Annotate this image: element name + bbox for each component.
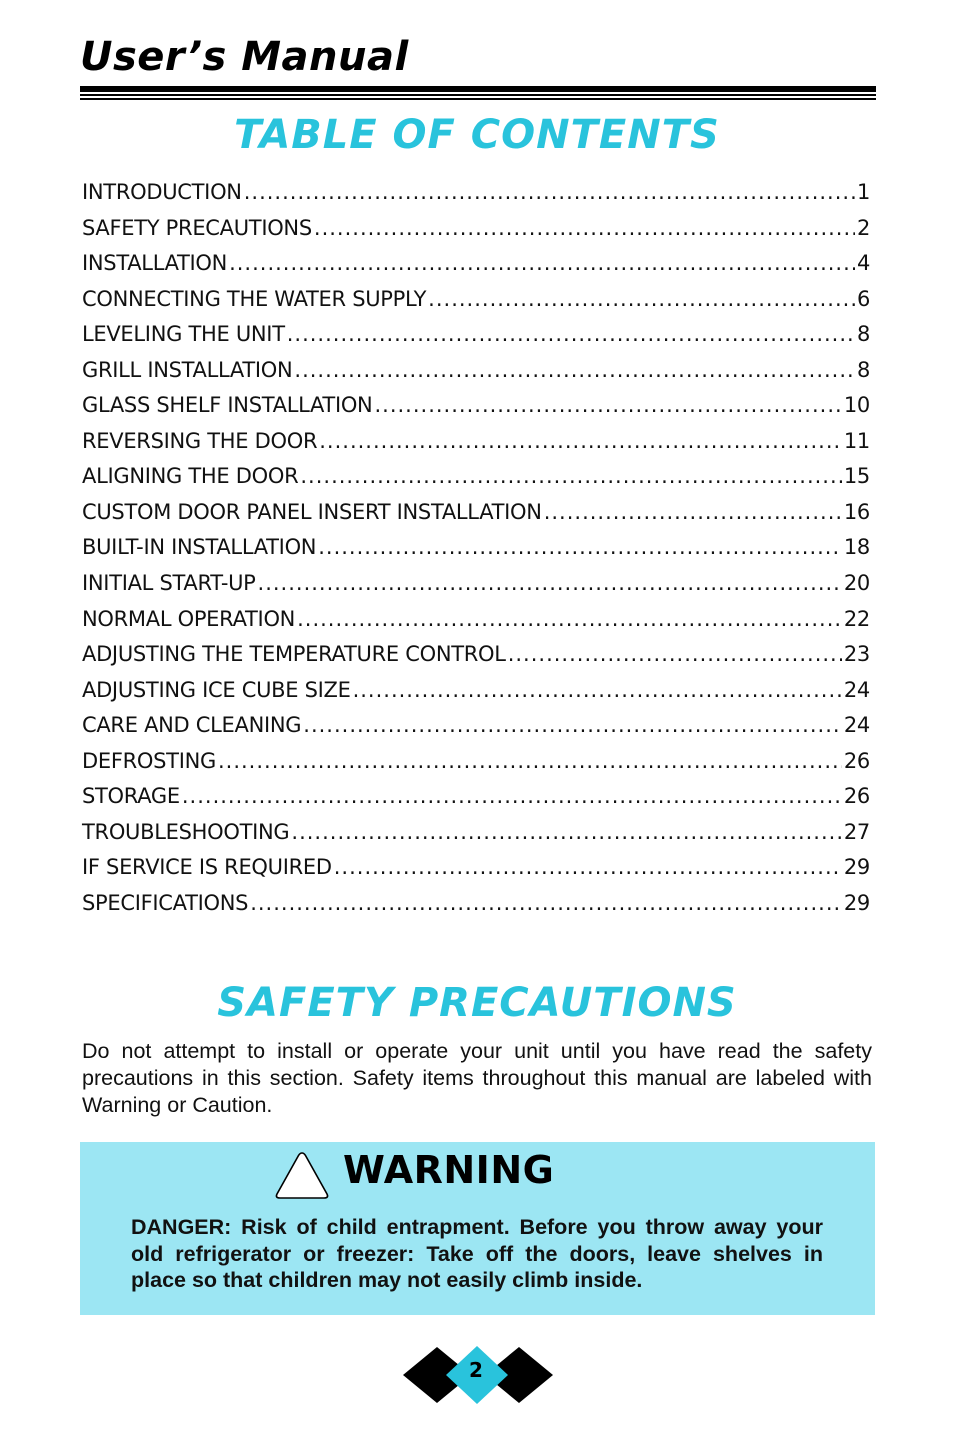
toc-entry-page: 8 (856, 322, 870, 347)
toc-leader-dots (250, 891, 842, 915)
toc-entry-page: 15 (843, 464, 870, 489)
toc-entry-page: 1 (856, 180, 870, 204)
toc-entry-label: CONNECTING THE WATER SUPPLY (82, 286, 427, 311)
safety-title: SAFETY PRECAUTIONS (217, 980, 737, 1026)
toc-leader-dots (294, 358, 855, 382)
toc-leader-dots (291, 820, 841, 844)
toc-entry (82, 429, 870, 465)
toc-entry (82, 571, 870, 607)
toc-entry (82, 855, 870, 891)
toc-entry-label: GRILL INSTALLATION (82, 357, 293, 382)
warning-text: DANGER: Risk of child entrapment. Before you throw away your old refrigerator or freezer: Take off the doors, leave shelves in place so that children may not easily climb inside. (131, 1215, 823, 1292)
toc-entry (82, 820, 870, 856)
toc-entry-label: STORAGE (82, 784, 180, 809)
toc-entry-page: 16 (843, 499, 870, 524)
toc-entry (82, 678, 870, 714)
toc-entry-label: LEVELING THE UNIT (82, 322, 285, 347)
toc-entry-page: 24 (843, 713, 870, 738)
warning-box (80, 1142, 875, 1315)
toc-entry (82, 535, 870, 571)
toc-entry (82, 749, 870, 785)
toc-leader-dots (544, 500, 842, 524)
toc-leader-dots (374, 393, 841, 417)
toc-entry (82, 322, 870, 358)
toc-entry (82, 642, 870, 678)
toc-entry-label: INSTALLATION (82, 251, 228, 276)
toc-entry-label: ADJUSTING ICE CUBE SIZE (82, 677, 351, 702)
toc-leader-dots (319, 429, 842, 453)
toc-entry-page: 20 (843, 571, 870, 596)
toc-list (82, 180, 870, 926)
toc-entry (82, 251, 870, 287)
warning-triangle-icon (273, 1150, 331, 1202)
toc-entry (82, 180, 870, 216)
toc-entry (82, 500, 870, 536)
toc-entry-page: 18 (843, 535, 870, 560)
toc-entry-label: INITIAL START-UP (82, 571, 256, 596)
toc-entry-label: NORMAL OPERATION (82, 606, 296, 631)
header-rule-thick (80, 86, 876, 92)
toc-entry (82, 287, 870, 323)
toc-entry-page: 29 (843, 890, 870, 915)
toc-entry-label: INTRODUCTION (82, 180, 242, 204)
toc-entry-page: 23 (843, 642, 870, 667)
toc-entry (82, 216, 870, 252)
toc-leader-dots (287, 322, 855, 346)
toc-entry-label: BUILT-IN INSTALLATION (82, 535, 317, 560)
toc-entry-page: 4 (856, 251, 870, 276)
toc-leader-dots (297, 607, 842, 631)
toc-entry-page: 29 (843, 855, 870, 880)
toc-leader-dots (229, 251, 855, 275)
toc-entry (82, 891, 870, 927)
toc-entry-label: ADJUSTING THE TEMPERATURE CONTROL (82, 642, 506, 667)
toc-entry-label: SAFETY PRECAUTIONS (82, 215, 312, 240)
toc-entry-page: 11 (843, 428, 870, 453)
toc-title: TABLE OF CONTENTS (234, 112, 720, 158)
toc-entry-label: CARE AND CLEANING (82, 713, 302, 738)
toc-entry-page: 27 (843, 819, 870, 844)
toc-entry-label: TROUBLESHOOTING (82, 819, 290, 844)
toc-leader-dots (258, 571, 842, 595)
toc-leader-dots (218, 749, 842, 773)
toc-entry (82, 607, 870, 643)
toc-entry-page: 8 (856, 357, 870, 382)
toc-entry-page: 26 (843, 784, 870, 809)
manual-title: User’s Manual (80, 34, 409, 80)
toc-entry-label: REVERSING THE DOOR (82, 428, 318, 453)
toc-entry-label: IF SERVICE IS REQUIRED (82, 855, 332, 880)
toc-leader-dots (428, 287, 855, 311)
toc-entry (82, 358, 870, 394)
toc-entry-label: ALIGNING THE DOOR (82, 464, 299, 489)
toc-leader-dots (353, 678, 842, 702)
toc-entry-label: SPECIFICATIONS (82, 890, 249, 915)
header-rule-thin (80, 98, 876, 100)
toc-leader-dots (182, 784, 842, 808)
toc-entry-page: 26 (843, 748, 870, 773)
toc-leader-dots (508, 642, 842, 666)
safety-intro-paragraph: Do not attempt to install or operate your unit until you have read the safety precautions in this section. Safety items throughout this manual are labeled with Warning or Caution. (82, 1039, 872, 1117)
toc-entry-page: 24 (843, 677, 870, 702)
toc-entry-page: 6 (856, 286, 870, 311)
toc-entry-label: DEFROSTING (82, 748, 216, 773)
toc-leader-dots (244, 180, 855, 204)
toc-entry (82, 784, 870, 820)
warning-heading: WARNING (343, 1148, 555, 1192)
toc-entry-page: 2 (856, 215, 870, 240)
toc-leader-dots (314, 216, 855, 240)
toc-entry (82, 713, 870, 749)
toc-entry (82, 393, 870, 429)
header-rule-thin (80, 94, 876, 96)
toc-leader-dots (318, 535, 842, 559)
page-number: 2 (469, 1358, 483, 1382)
toc-entry-label: GLASS SHELF INSTALLATION (82, 393, 373, 418)
toc-entry (82, 464, 870, 500)
toc-entry-page: 22 (843, 606, 870, 631)
toc-leader-dots (334, 855, 842, 879)
toc-entry-page: 10 (843, 393, 870, 418)
toc-leader-dots (300, 464, 842, 488)
toc-entry-label: CUSTOM DOOR PANEL INSERT INSTALLATION (82, 499, 542, 524)
toc-leader-dots (303, 713, 842, 737)
